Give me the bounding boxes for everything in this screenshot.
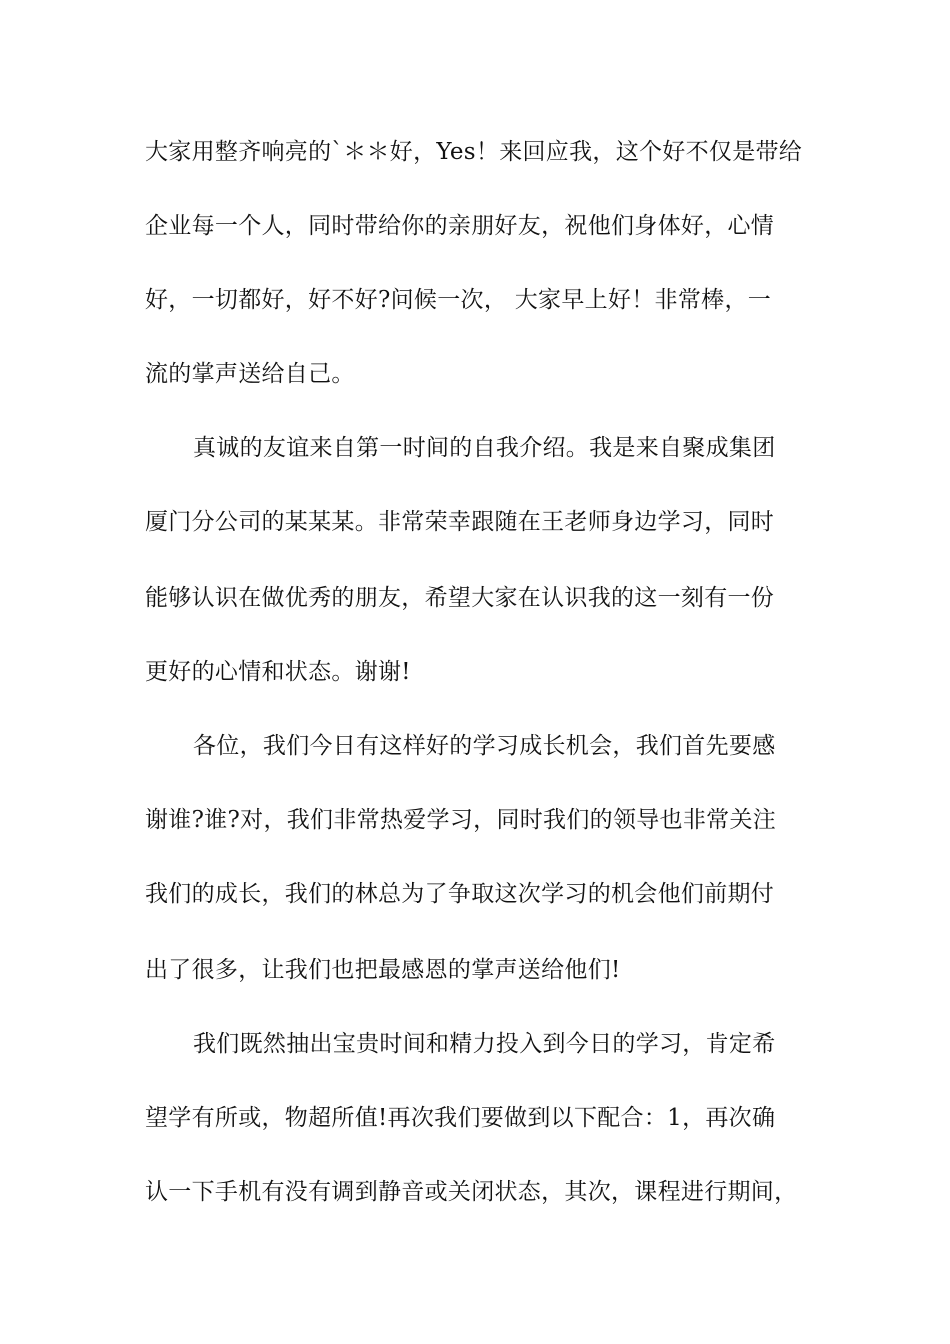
text-line-15: 认一下手机有没有调到静音或关闭状态，其次，课程进行期间， [145, 1179, 798, 1205]
text-line-12: 出了很多，让我们也把最感恩的掌声送给他们! [145, 957, 621, 983]
text-line-8: 更好的心情和状态。谢谢! [145, 659, 411, 685]
paragraph-start-line: 各位，我们今日有这样好的学习成长机会，我们首先要感 [193, 733, 776, 759]
text-line-10: 谢谁?谁?对，我们非常热爱学习，同时我们的领导也非常关注 [145, 807, 777, 833]
text-line-3: 好，一切都好，好不好?问候一次， 大家早上好！非常棒，一 [145, 287, 772, 313]
text-line-4: 流的掌声送给自己。 [145, 361, 355, 387]
paragraph-start-line: 真诚的友谊来自第一时间的自我介绍。我是来自聚成集团 [193, 435, 776, 461]
text-line-2: 企业每一个人，同时带给你的亲朋好友，祝他们身体好，心情 [145, 213, 775, 239]
paragraph-start-line: 我们既然抽出宝贵时间和精力投入到今日的学习，肯定希 [193, 1031, 776, 1057]
text-line-6: 厦门分公司的某某某。非常荣幸跟随在王老师身边学习，同时 [145, 509, 775, 535]
text-line-11: 我们的成长，我们的林总为了争取这次学习的机会他们前期付 [145, 881, 775, 907]
text-line-14: 望学有所或，物超所值!再次我们要做到以下配合：1，再次确 [145, 1105, 776, 1131]
text-line-7: 能够认识在做优秀的朋友，希望大家在认识我的这一刻有一份 [145, 585, 775, 611]
text-line-1: 大家用整齐响亮的`＊＊好，Yes！来回应我，这个好不仅是带给 [145, 139, 803, 165]
